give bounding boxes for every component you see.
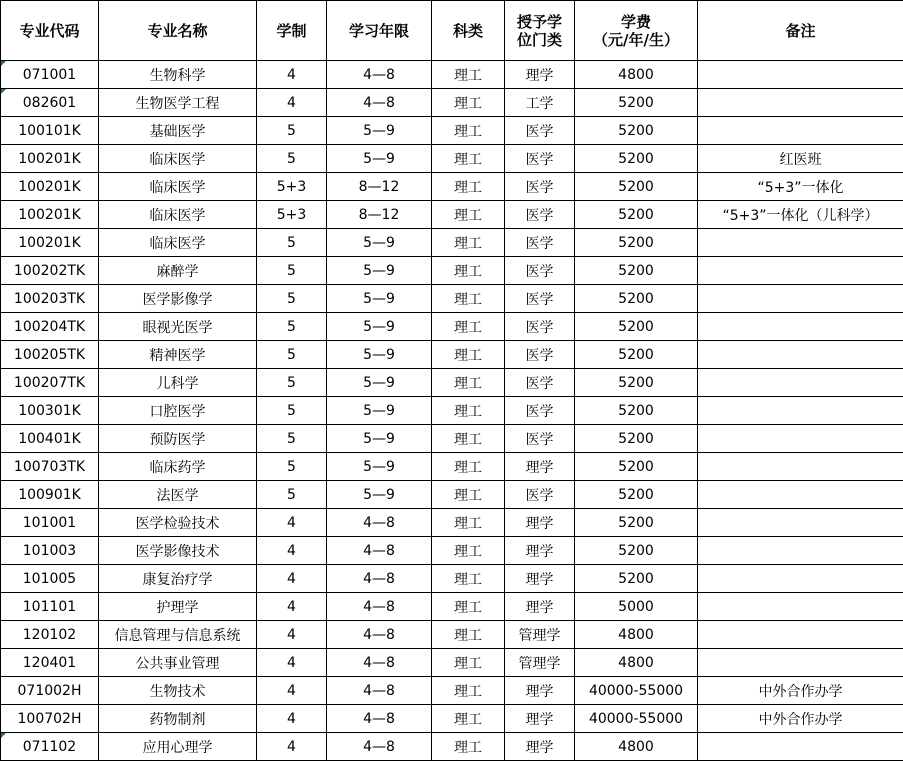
cell-note	[698, 733, 903, 761]
table-row	[1, 341, 903, 369]
cell-years: 4—8	[327, 61, 432, 89]
cell-fee: 5200	[575, 341, 698, 369]
cell-fee: 5200	[575, 425, 698, 453]
table-row	[1, 649, 903, 677]
cell-name: 康复治疗学	[99, 565, 257, 593]
cell-code: 100201K	[1, 201, 99, 229]
cell-duration: 4	[257, 733, 327, 761]
cell-code: 071002H	[1, 677, 99, 705]
cell-fee: 5200	[575, 453, 698, 481]
cell-years: 5—9	[327, 397, 432, 425]
cell-note	[698, 621, 903, 649]
cell-note	[698, 257, 903, 285]
header-degree-line2: 位门类	[516, 30, 562, 49]
cell-years: 4—8	[327, 621, 432, 649]
cell-category: 理工	[432, 397, 505, 425]
cell-note	[698, 565, 903, 593]
cell-code: 101003	[1, 537, 99, 565]
cell-note: 中外合作办学	[698, 677, 903, 705]
cell-note	[698, 509, 903, 537]
cell-duration: 5	[257, 313, 327, 341]
cell-degree: 管理学	[505, 649, 575, 677]
table-row	[1, 677, 903, 705]
table-row	[1, 257, 903, 285]
cell-years: 4—8	[327, 509, 432, 537]
cell-years: 4—8	[327, 677, 432, 705]
cell-note	[698, 593, 903, 621]
cell-category: 理工	[432, 257, 505, 285]
cell-fee: 5200	[575, 173, 698, 201]
cell-category: 理工	[432, 677, 505, 705]
table-row	[1, 145, 903, 173]
header-row	[1, 1, 903, 61]
cell-degree: 医学	[505, 117, 575, 145]
table-row	[1, 509, 903, 537]
header-fee-line2: （元/年/生）	[593, 30, 679, 49]
cell-duration: 5	[257, 257, 327, 285]
cell-duration: 4	[257, 89, 327, 117]
header-duration: 学制	[257, 1, 327, 61]
table-row	[1, 229, 903, 257]
header-name: 专业名称	[99, 1, 257, 61]
cell-fee: 5200	[575, 369, 698, 397]
table-row	[1, 397, 903, 425]
cell-degree: 工学	[505, 89, 575, 117]
cell-name: 药物制剂	[99, 705, 257, 733]
cell-degree: 医学	[505, 369, 575, 397]
table-row	[1, 313, 903, 341]
cell-fee: 5200	[575, 89, 698, 117]
cell-name: 精神医学	[99, 341, 257, 369]
cell-category: 理工	[432, 229, 505, 257]
cell-years: 5—9	[327, 257, 432, 285]
cell-code: 101001	[1, 509, 99, 537]
cell-name: 生物科学	[99, 61, 257, 89]
table-row	[1, 369, 903, 397]
header-category: 科类	[432, 1, 505, 61]
cell-fee: 5200	[575, 509, 698, 537]
header-code: 专业代码	[1, 1, 99, 61]
table-row	[1, 453, 903, 481]
cell-category: 理工	[432, 285, 505, 313]
cell-name: 医学影像学	[99, 285, 257, 313]
cell-note	[698, 341, 903, 369]
cell-years: 4—8	[327, 565, 432, 593]
table-row	[1, 565, 903, 593]
cell-note	[698, 117, 903, 145]
cell-category: 理工	[432, 145, 505, 173]
cell-years: 5—9	[327, 229, 432, 257]
cell-name: 临床医学	[99, 229, 257, 257]
cell-degree: 管理学	[505, 621, 575, 649]
cell-degree: 医学	[505, 341, 575, 369]
cell-note	[698, 397, 903, 425]
cell-duration: 5	[257, 285, 327, 313]
cell-category: 理工	[432, 425, 505, 453]
table-row	[1, 621, 903, 649]
cell-fee: 4800	[575, 621, 698, 649]
cell-duration: 4	[257, 621, 327, 649]
cell-years: 5—9	[327, 341, 432, 369]
cell-duration: 4	[257, 565, 327, 593]
cell-fee: 40000-55000	[575, 705, 698, 733]
cell-category: 理工	[432, 509, 505, 537]
table-row	[1, 89, 903, 117]
cell-years: 8—12	[327, 201, 432, 229]
cell-years: 8—12	[327, 173, 432, 201]
cell-duration: 4	[257, 593, 327, 621]
cell-duration: 4	[257, 509, 327, 537]
table-row	[1, 537, 903, 565]
header-fee	[575, 1, 698, 61]
cell-years: 4—8	[327, 537, 432, 565]
cell-note: “5+3”一体化	[698, 173, 903, 201]
cell-name: 儿科学	[99, 369, 257, 397]
cell-code: 100201K	[1, 173, 99, 201]
header-degree	[505, 1, 575, 61]
cell-fee: 5000	[575, 593, 698, 621]
cell-code: 120102	[1, 621, 99, 649]
table-row	[1, 173, 903, 201]
cell-years: 5—9	[327, 369, 432, 397]
cell-duration: 5	[257, 397, 327, 425]
cell-fee: 4800	[575, 61, 698, 89]
cell-name: 临床医学	[99, 145, 257, 173]
cell-degree: 医学	[505, 229, 575, 257]
cell-fee: 5200	[575, 145, 698, 173]
cell-degree: 医学	[505, 201, 575, 229]
cell-category: 理工	[432, 117, 505, 145]
table-row	[1, 201, 903, 229]
cell-duration: 5	[257, 117, 327, 145]
cell-note	[698, 89, 903, 117]
cell-category: 理工	[432, 453, 505, 481]
cell-code: 100101K	[1, 117, 99, 145]
cell-duration: 5	[257, 145, 327, 173]
cell-fee: 4800	[575, 649, 698, 677]
cell-note	[698, 481, 903, 509]
cell-category: 理工	[432, 89, 505, 117]
cell-code: 100204TK	[1, 313, 99, 341]
cell-years: 5—9	[327, 453, 432, 481]
cell-code: 100207TK	[1, 369, 99, 397]
cell-degree: 医学	[505, 285, 575, 313]
cell-degree: 理学	[505, 537, 575, 565]
header-degree-line1: 授予学	[516, 12, 562, 31]
cell-fee: 5200	[575, 257, 698, 285]
cell-degree: 医学	[505, 425, 575, 453]
cell-note	[698, 313, 903, 341]
cell-note	[698, 285, 903, 313]
table-row	[1, 117, 903, 145]
cell-years: 5—9	[327, 425, 432, 453]
cell-category: 理工	[432, 369, 505, 397]
cell-degree: 理学	[505, 61, 575, 89]
cell-category: 理工	[432, 649, 505, 677]
cell-category: 理工	[432, 313, 505, 341]
cell-note	[698, 453, 903, 481]
cell-name: 应用心理学	[99, 733, 257, 761]
cell-name: 眼视光医学	[99, 313, 257, 341]
cell-degree: 理学	[505, 593, 575, 621]
cell-name: 基础医学	[99, 117, 257, 145]
cell-code: 100401K	[1, 425, 99, 453]
cell-name: 生物技术	[99, 677, 257, 705]
cell-fee: 5200	[575, 285, 698, 313]
cell-category: 理工	[432, 481, 505, 509]
table-row	[1, 481, 903, 509]
cell-code: 100201K	[1, 229, 99, 257]
cell-note	[698, 61, 903, 89]
cell-duration: 5	[257, 481, 327, 509]
cell-note	[698, 229, 903, 257]
cell-years: 5—9	[327, 145, 432, 173]
cell-fee: 5200	[575, 397, 698, 425]
cell-code: 100301K	[1, 397, 99, 425]
cell-degree: 理学	[505, 677, 575, 705]
cell-fee: 5200	[575, 201, 698, 229]
cell-years: 4—8	[327, 649, 432, 677]
cell-duration: 5	[257, 229, 327, 257]
cell-code: 120401	[1, 649, 99, 677]
cell-years: 5—9	[327, 481, 432, 509]
cell-category: 理工	[432, 565, 505, 593]
cell-degree: 医学	[505, 481, 575, 509]
cell-code: 100202TK	[1, 257, 99, 285]
cell-category: 理工	[432, 173, 505, 201]
cell-name: 临床医学	[99, 173, 257, 201]
cell-years: 5—9	[327, 313, 432, 341]
cell-name: 医学影像技术	[99, 537, 257, 565]
cell-fee: 5200	[575, 481, 698, 509]
cell-code: 100205TK	[1, 341, 99, 369]
cell-name: 护理学	[99, 593, 257, 621]
cell-duration: 4	[257, 537, 327, 565]
cell-degree: 医学	[505, 257, 575, 285]
cell-category: 理工	[432, 61, 505, 89]
cell-name: 临床医学	[99, 201, 257, 229]
cell-duration: 5+3	[257, 201, 327, 229]
cell-duration: 5	[257, 453, 327, 481]
cell-category: 理工	[432, 621, 505, 649]
cell-category: 理工	[432, 705, 505, 733]
cell-degree: 医学	[505, 145, 575, 173]
cell-note: 红医班	[698, 145, 903, 173]
cell-duration: 5+3	[257, 173, 327, 201]
cell-degree: 医学	[505, 313, 575, 341]
cell-name: 生物医学工程	[99, 89, 257, 117]
cell-years: 4—8	[327, 89, 432, 117]
cell-category: 理工	[432, 201, 505, 229]
table-row	[1, 705, 903, 733]
cell-fee: 5200	[575, 229, 698, 257]
cell-code: 100203TK	[1, 285, 99, 313]
table-row	[1, 61, 903, 89]
cell-name: 临床药学	[99, 453, 257, 481]
cell-code: 100901K	[1, 481, 99, 509]
cell-code: 101005	[1, 565, 99, 593]
cell-code: 100702H	[1, 705, 99, 733]
cell-code: 100703TK	[1, 453, 99, 481]
cell-duration: 4	[257, 61, 327, 89]
cell-fee: 5200	[575, 565, 698, 593]
cell-fee: 5200	[575, 537, 698, 565]
cell-note	[698, 537, 903, 565]
cell-category: 理工	[432, 341, 505, 369]
cell-fee: 4800	[575, 733, 698, 761]
cell-category: 理工	[432, 593, 505, 621]
cell-degree: 医学	[505, 173, 575, 201]
cell-code: 082601	[1, 89, 99, 117]
table-row	[1, 733, 903, 761]
cell-category: 理工	[432, 537, 505, 565]
cell-name: 麻醉学	[99, 257, 257, 285]
cell-duration: 5	[257, 369, 327, 397]
cell-duration: 4	[257, 649, 327, 677]
cell-degree: 理学	[505, 509, 575, 537]
cell-years: 4—8	[327, 733, 432, 761]
header-years: 学习年限	[327, 1, 432, 61]
cell-degree: 理学	[505, 453, 575, 481]
header-fee-line1: 学费	[620, 12, 651, 31]
cell-name: 医学检验技术	[99, 509, 257, 537]
cell-fee: 5200	[575, 313, 698, 341]
cell-duration: 4	[257, 677, 327, 705]
cell-name: 预防医学	[99, 425, 257, 453]
cell-name: 口腔医学	[99, 397, 257, 425]
cell-note: “5+3”一体化（儿科学）	[698, 201, 903, 229]
table-row	[1, 425, 903, 453]
cell-degree: 理学	[505, 705, 575, 733]
cell-note: 中外合作办学	[698, 705, 903, 733]
cell-fee: 40000-55000	[575, 677, 698, 705]
cell-category: 理工	[432, 733, 505, 761]
cell-name: 法医学	[99, 481, 257, 509]
cell-fee: 5200	[575, 117, 698, 145]
cell-degree: 理学	[505, 733, 575, 761]
cell-degree: 理学	[505, 565, 575, 593]
table-body	[1, 61, 903, 761]
cell-code: 101101	[1, 593, 99, 621]
table-row	[1, 593, 903, 621]
cell-duration: 4	[257, 705, 327, 733]
cell-note	[698, 649, 903, 677]
cell-note	[698, 425, 903, 453]
header-note: 备注	[698, 1, 903, 61]
table-row	[1, 285, 903, 313]
cell-duration: 5	[257, 425, 327, 453]
cell-note	[698, 369, 903, 397]
cell-name: 公共事业管理	[99, 649, 257, 677]
cell-years: 5—9	[327, 285, 432, 313]
cell-years: 4—8	[327, 705, 432, 733]
cell-degree: 医学	[505, 397, 575, 425]
cell-duration: 5	[257, 341, 327, 369]
cell-code: 100201K	[1, 145, 99, 173]
cell-code: 071102	[1, 733, 99, 761]
cell-years: 4—8	[327, 593, 432, 621]
cell-code: 071001	[1, 61, 99, 89]
cell-years: 5—9	[327, 117, 432, 145]
cell-name: 信息管理与信息系统	[99, 621, 257, 649]
